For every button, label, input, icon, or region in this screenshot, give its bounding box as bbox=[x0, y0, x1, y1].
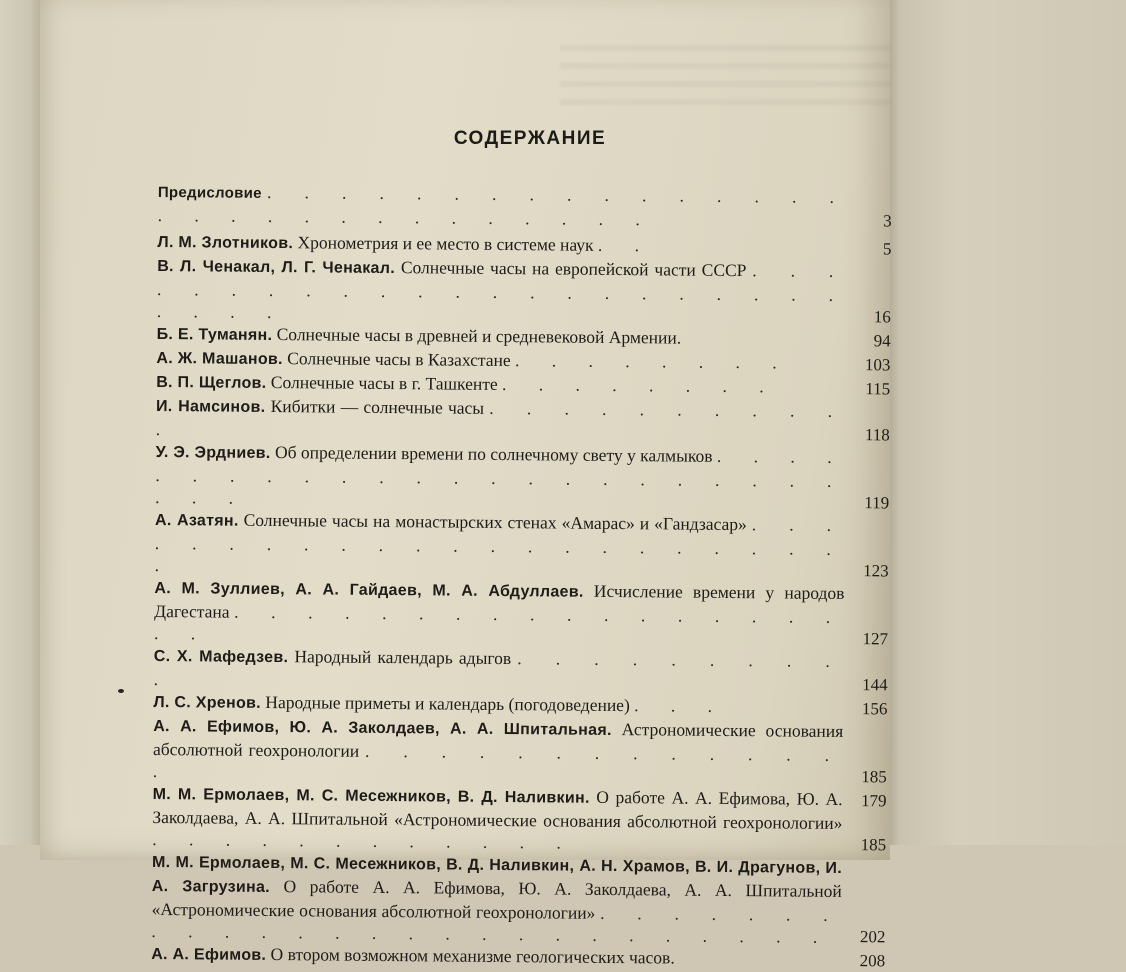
toc-entry-authors: В. П. Щеглов. bbox=[156, 373, 267, 392]
page-title: СОДЕРЖАНИЕ bbox=[453, 128, 607, 149]
toc-entry-authors: А. М. Зуллиев, А. А. Гайдаев, М. А. Абдуллаев. bbox=[154, 579, 584, 601]
toc-entry-page: 123 bbox=[863, 561, 889, 581]
toc-entry-title: О работе А. А. Ефимова, Ю. А. Заколдаева, А. А. Шпитальной «Астрономические основания абсолютной геохронологии» bbox=[152, 786, 843, 833]
toc-entry-title: Кибитки — солнечные часы bbox=[270, 395, 485, 418]
toc-entry-title: Народные приметы и календарь (погодоведение) bbox=[265, 691, 630, 716]
toc-entry-dots: . . . . . . . . . . . . bbox=[152, 828, 575, 853]
toc-entry-page: 94 bbox=[873, 331, 891, 351]
toc-entry-page-first: 179 bbox=[861, 791, 887, 811]
toc-entry-page: 119 bbox=[864, 493, 890, 513]
toc-entry bbox=[154, 644, 888, 696]
toc-entry-title: Солнечные часы в Казахстане bbox=[287, 348, 511, 371]
toc-entry-dots: . . . . . . . . . . . bbox=[155, 397, 847, 440]
toc-entry-page: 115 bbox=[865, 379, 891, 399]
toc-entry-page: 103 bbox=[864, 355, 891, 375]
toc-entry-authors: У. Э. Эрдниев. bbox=[155, 443, 271, 462]
toc-entry bbox=[153, 714, 888, 788]
toc-entry-page: 16 bbox=[873, 307, 891, 327]
toc-entry-dots: . . . . . . . . . . . . . . . . . . . . . . . . . . . . . . bbox=[157, 181, 848, 230]
toc-entry bbox=[155, 508, 890, 582]
toc-entry-authors: Предисловие bbox=[157, 183, 262, 202]
toc-entry-title: Исчисление времени у народов Дагестана bbox=[154, 580, 845, 622]
toc-entry bbox=[155, 440, 890, 514]
toc-entry bbox=[156, 394, 890, 446]
toc-entry-page: 185 bbox=[861, 767, 887, 787]
toc-entry-title: О работе А. А. Ефимова, Ю. А. Заколдаева, А. А. Шпитальной «Астрономические основания абсолютной геохронологии» bbox=[151, 876, 842, 923]
toc-entry-title: Солнечные часы в древней и средневековой Армении. bbox=[276, 324, 682, 348]
toc-entry-page: 208 bbox=[859, 951, 886, 971]
ink-speck bbox=[118, 689, 124, 693]
toc-entry-authors: В. Л. Ченакал, Л. Г. Ченакал. bbox=[157, 257, 396, 278]
table-of-contents bbox=[151, 180, 892, 972]
toc-entry-page-second: 185 bbox=[860, 835, 887, 855]
toc-entry-authors: М. М. Ермолаев, М. С. Месежников, В. Д. Наливкин. bbox=[152, 785, 590, 807]
toc-entry-dots: . . . . . . . . bbox=[501, 374, 778, 397]
toc-entry-title: Хронометрия и ее место в системе наук bbox=[297, 232, 594, 255]
toc-entry-dots: . . . . . . . . . . . . . . . . . . . . . . . . . . bbox=[156, 260, 848, 323]
toc-entry-page: 118 bbox=[864, 425, 890, 445]
toc-entry-page: 144 bbox=[862, 675, 888, 695]
toc-entry-authors: Б. Е. Туманян. bbox=[156, 325, 273, 345]
toc-entry-dots: . . . . . . . . . . . . . . . . . . . . . . . bbox=[154, 514, 846, 576]
toc-entry bbox=[154, 576, 889, 650]
toc-entry-title: Солнечные часы в г. Ташкенте bbox=[270, 371, 498, 394]
background-left bbox=[0, 0, 42, 845]
toc-entry bbox=[151, 850, 886, 948]
toc-entry-title: Народный календарь адыгов bbox=[294, 646, 512, 669]
toc-entry-dots: . . . . . . . . bbox=[514, 350, 791, 373]
toc-entry-page: 5 bbox=[882, 239, 892, 259]
toc-entry-preface bbox=[158, 180, 892, 232]
bleed-through bbox=[560, 45, 890, 105]
toc-entry-title: О втором возможном механизме геологических часов. bbox=[270, 944, 675, 968]
toc-entry-page: 3 bbox=[883, 211, 892, 231]
toc-entry-dots: . . . . . . . . . . . . . . bbox=[152, 740, 844, 782]
toc-entry-authors: С. Х. Мафедзев. bbox=[153, 647, 289, 667]
toc-entry-authors: Л. М. Злотников. bbox=[157, 233, 294, 253]
toc-entry-title: Солнечные часы на монастырских стенах «Амарас» и «Гандзасар» bbox=[243, 509, 747, 535]
toc-entry-title: Об определении времени по солнечному свету у калмыков bbox=[274, 442, 713, 466]
toc-entry-dots: . . . . . . . . . . . . . . . . . . . bbox=[153, 601, 845, 644]
toc-entry-authors: И. Намсинов. bbox=[155, 397, 266, 416]
toc-entry-title: Солнечные часы на европейской части СССР bbox=[400, 257, 747, 281]
toc-entry-authors: А. Ж. Машанов. bbox=[156, 349, 283, 369]
toc-entry-dots: . . bbox=[597, 234, 654, 256]
toc-entry-authors: А. А. Ефимов. bbox=[151, 945, 267, 964]
toc-entry-page: 156 bbox=[861, 699, 888, 719]
toc-entry-authors: А. А. Ефимов, Ю. А. Заколдаев, А. А. Шпитальная. bbox=[153, 717, 612, 739]
toc-entry-authors: А. Азатян. bbox=[154, 511, 239, 530]
toc-entry-authors: Л. С. Хренов. bbox=[153, 693, 262, 712]
toc-entry-dots: . . . . . . . . . . bbox=[153, 648, 844, 690]
toc-entry-authors: М. М. Ермолаев, М. С. Месежников, В. Д. Наливкин, А. Н. Храмов, В. И. Драгунов, И. А. Загрузина. bbox=[151, 853, 843, 897]
facing-page bbox=[885, 0, 1126, 845]
toc-entry bbox=[152, 782, 887, 856]
toc-entry bbox=[157, 254, 892, 328]
toc-entry-page: 127 bbox=[862, 629, 889, 649]
toc-entry-dots: . . . . . . . . . . . . . . . . . . . . . . . . . . bbox=[151, 902, 842, 947]
toc-entry bbox=[151, 942, 885, 972]
toc-entry-page: 202 bbox=[859, 927, 886, 947]
toc-entry-dots: . . . bbox=[634, 695, 727, 716]
toc-entry-dots: . . . . . . . . . . . . . . . . . . . . . . . . . . bbox=[155, 445, 846, 508]
toc-entry-title: Астрономические основания абсолютной геохронологии bbox=[152, 719, 844, 761]
